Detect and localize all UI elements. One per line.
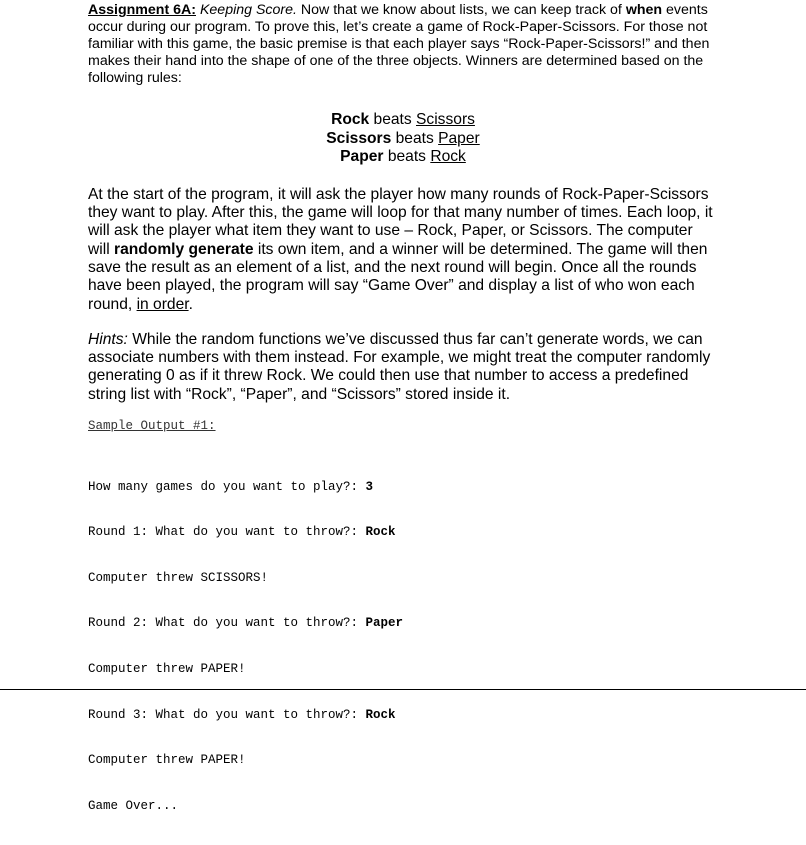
hints-text: While the random functions we’ve discussed thus far can’t generate words, we can associate numbers with them instead. For example, we might treat the computer randomly generating 0 as if it threw Rock. We could then use that number to access a predefined string list with “Rock”, “Paper”, and “Scissors” stored inside it. [88, 330, 711, 403]
description-underline: in order [136, 295, 189, 313]
console-line [88, 662, 718, 677]
rule-loser: Rock [430, 148, 466, 166]
console-prompt: Computer threw PAPER! [88, 753, 246, 768]
rule-winner: Rock [331, 111, 370, 128]
description-text-b: its own item, and a winner will be determined. The game will then save the result as an element of a list, and the next round will begin. Once all the rounds have been played, the program will say “Game Over” and display a list of who won each round, [88, 240, 708, 313]
intro-text-a: Now that we know about lists, we can keep track of [296, 2, 626, 18]
rule-winner: Paper [340, 148, 384, 166]
hints-paragraph [88, 331, 718, 404]
console-prompt: Computer threw SCISSORS! [88, 570, 269, 585]
rule-verb: beats [369, 111, 417, 128]
document-page [88, 2, 718, 845]
rule-paper [88, 148, 718, 167]
assignment-heading: Assignment 6A: [88, 2, 196, 18]
console-prompt: Round 2: What do you want to throw?: [88, 616, 366, 631]
description-text-c: . [188, 295, 193, 313]
page-bottom-divider [0, 689, 806, 690]
description-paragraph [88, 186, 718, 314]
rule-rock [88, 111, 718, 130]
console-input: Rock [365, 707, 396, 722]
rule-loser: Scissors [416, 111, 475, 128]
assignment-title: Keeping Score. [199, 2, 297, 18]
console-prompt: Round 3: What do you want to throw?: [88, 707, 366, 722]
rule-scissors [88, 130, 718, 149]
console-input: 3 [365, 479, 374, 494]
rule-verb: beats [383, 148, 431, 166]
console-prompt: Computer threw PAPER! [88, 662, 246, 677]
console-prompt: Game Over... [88, 798, 179, 813]
description-bold: randomly generate [114, 240, 254, 258]
intro-when: when [625, 2, 663, 18]
rule-verb: beats [391, 129, 439, 147]
console-input: Rock [365, 525, 396, 540]
console-line [88, 480, 718, 495]
intro-paragraph [88, 2, 718, 87]
console-line [88, 753, 718, 768]
console-line [88, 571, 718, 586]
console-line [88, 708, 718, 723]
description-text-a: At the start of the program, it will ask the player how many rounds of Rock-Paper-Scissors they want to play. After this, the game will loop for that many number of times. Each loop, it will ask the player what item they want to use – Rock, Paper, or Scissors. The computer will [88, 185, 713, 258]
sample-console [88, 449, 718, 844]
console-line [88, 616, 718, 631]
console-line [88, 525, 718, 540]
console-prompt: Round 1: What do you want to throw?: [88, 525, 366, 540]
intro-text-b: events occur during our program. To prove this, let’s create a game of Rock-Paper-Scissors. For those not familiar with this game, the basic premise is that each player says “Rock-Paper-Scissors!” and then makes their hand into the shape of one of the three objects. Winners are determined based on the following rules: [88, 2, 710, 86]
rule-winner: Scissors [326, 129, 392, 147]
console-prompt: How many games do you want to play?: [88, 479, 366, 494]
console-line [88, 799, 718, 814]
rule-loser: Paper [438, 129, 480, 147]
rules-list [88, 111, 718, 167]
sample-output-title: Sample Output #1: [88, 419, 216, 434]
console-input: Paper [365, 616, 404, 631]
hints-label: Hints: [88, 330, 128, 348]
